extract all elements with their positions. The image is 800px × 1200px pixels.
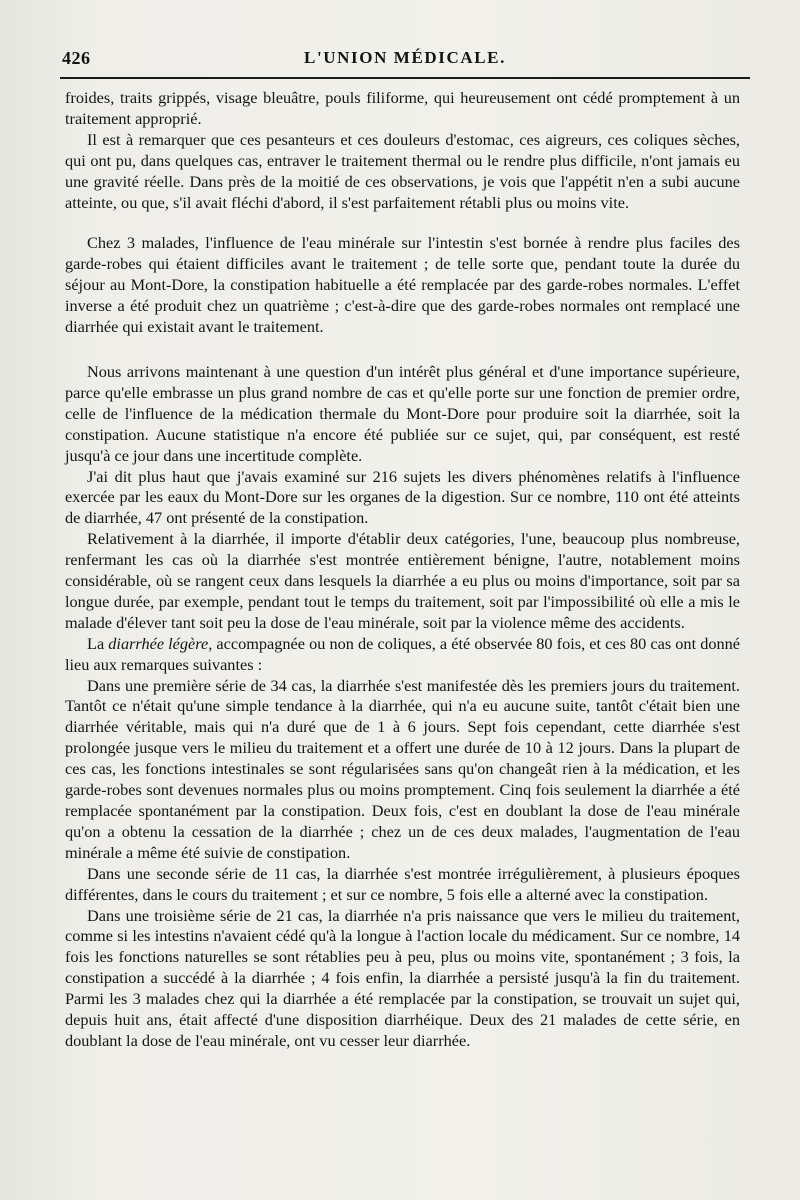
paragraph: Dans une première série de 34 cas, la diarrhée s'est manifestée dès les premiers jours du traitement. Tantôt ce n'était qu'une simple tendance à la diarrhée, qui n'a eu aucune suite, tantôt c'était bien une diarrhée véritable, mais qui n'a duré que de 1 à 6 jours. Sept fois cependant, cette diarrhée s'est prolongée jusque vers le milieu du traitement et a offert une durée de 10 à 12 jours. Dans la plupart de ces cas, les fonctions intestinales se sont régularisées sans qu'on changeât rien à la médication, et les garde-robes sont devenues normales plus ou moins promptement. Cinq fois seulement la diarrhée a été remplacée spontanément par la constipation. Deux fois, c'est en doublant la dose de l'eau minérale qu'on a obtenu la cessation de la diarrhée ; chez un de ces deux malades, l'augmentation de l'eau minérale a même été suivie de constipation. <box>65 675 740 862</box>
paragraph: Dans une troisième série de 21 cas, la diarrhée n'a pris naissance que vers le milieu du traitement, comme si les intestins n'avaient cédé qu'à la longue à l'action locale du médicament. Sur ce nombre, 14 fois les fonctions naturelles se sont rétablies peu à peu, plus ou moins vite, spontanément ; 3 fois, la constipation a succédé à la diarrhée ; 4 fois enfin, la diarrhée a persisté jusqu'à la fin du traitement. Parmi les 3 malades chez qui la diarrhée a été remplacée par la constipation, se trouvait un sujet qui, depuis huit ans, était affecté d'une disposition diarrhéique. Deux des 21 malades de cette série, en doublant la dose de l'eau minérale, ont vu cesser leur diarrhée. <box>65 905 740 1050</box>
header-rule <box>60 77 750 79</box>
paragraph: Nous arrivons maintenant à une question d'un intérêt plus général et d'une importance supérieure, parce qu'elle embrasse un plus grand nombre de cas et qu'elle porte sur une fonction de premier ordre, celle de l'influence de la médication thermale du Mont-Dore pour produire soit la diarrhée, soit la constipation. Aucune statistique n'a encore été publiée sur ce sujet, qui, par conséquent, est resté jusqu'à ce jour dans une incertitude complète. <box>65 361 740 465</box>
paragraph: J'ai dit plus haut que j'avais examiné sur 216 sujets les divers phénomènes relatifs à l'influence exercée par les eaux du Mont-Dore sur les organes de la digestion. Sur ce nombre, 110 ont été atteints de diarrhée, 47 ont présenté de la constipation. <box>65 466 740 528</box>
paragraph: Il est à remarquer que ces pesanteurs et ces douleurs d'estomac, ces aigreurs, ces coliques sèches, qui ont pu, dans quelques cas, entraver le traitement thermal ou le rendre plus difficile, n'ont jamais eu une gravité réelle. Dans près de la moitié de ces observations, je vois que l'appétit n'en a subi aucune atteinte, ou que, s'il avait fléchi d'abord, il s'est parfaitement rétabli plus ou moins vite. <box>65 129 740 212</box>
paragraph: Dans une seconde série de 11 cas, la diarrhée s'est montrée irrégulièrement, à plusieurs époques différentes, dans le cours du traitement ; et sur ce nombre, 5 fois elle a alterné avec la constipation. <box>65 863 740 904</box>
running-title: L'UNION MÉDICALE. <box>304 48 506 67</box>
paragraph-rest: accompagnée ou non de coliques, a été observée 80 fois, et ces 80 cas ont donné lieu aux remarques suivantes : <box>65 633 740 674</box>
paragraph: froides, traits grippés, visage bleuâtre, pouls filiforme, qui heureusement ont cédé promptement à un traitement approprié. <box>65 88 740 128</box>
paragraph-lead: La <box>87 633 109 653</box>
page-header <box>60 46 750 72</box>
paragraph <box>65 634 740 676</box>
paragraph: Relativement à la diarrhée, il importe d'établir deux catégories, l'une, beaucoup plus nombreuse, renfermant les cas où la diarrhée s'est montrée entièrement bénigne, l'autre, notablement moins considérable, où se rangent ceux dans lesquels la diarrhée a eu plus ou moins d'importance, soit par sa longue durée, par exemple, pendant tout le temps du traitement, soit par l'impossibilité où elle a mis le malade d'élever tant soit peu la dose de l'eau minérale, soit par la violence même des accidents. <box>65 529 740 632</box>
page-number: 426 <box>62 48 91 68</box>
paragraph: Chez 3 malades, l'influence de l'eau minérale sur l'intestin s'est bornée à rendre plus faciles des garde-robes qui étaient difficiles avant le traitement ; de telle sorte que, pendant toute la durée du séjour au Mont-Dore, la constipation habituelle a été remplacée par des garde-robes normales. L'effet inverse a été produit chez un quatrième ; c'est-à-dire que des garde-robes normales ont remplacé une diarrhée qui existait avant le traitement. <box>65 233 740 337</box>
italic-term: diarrhée légère, <box>108 633 213 653</box>
body-text <box>65 88 740 1052</box>
